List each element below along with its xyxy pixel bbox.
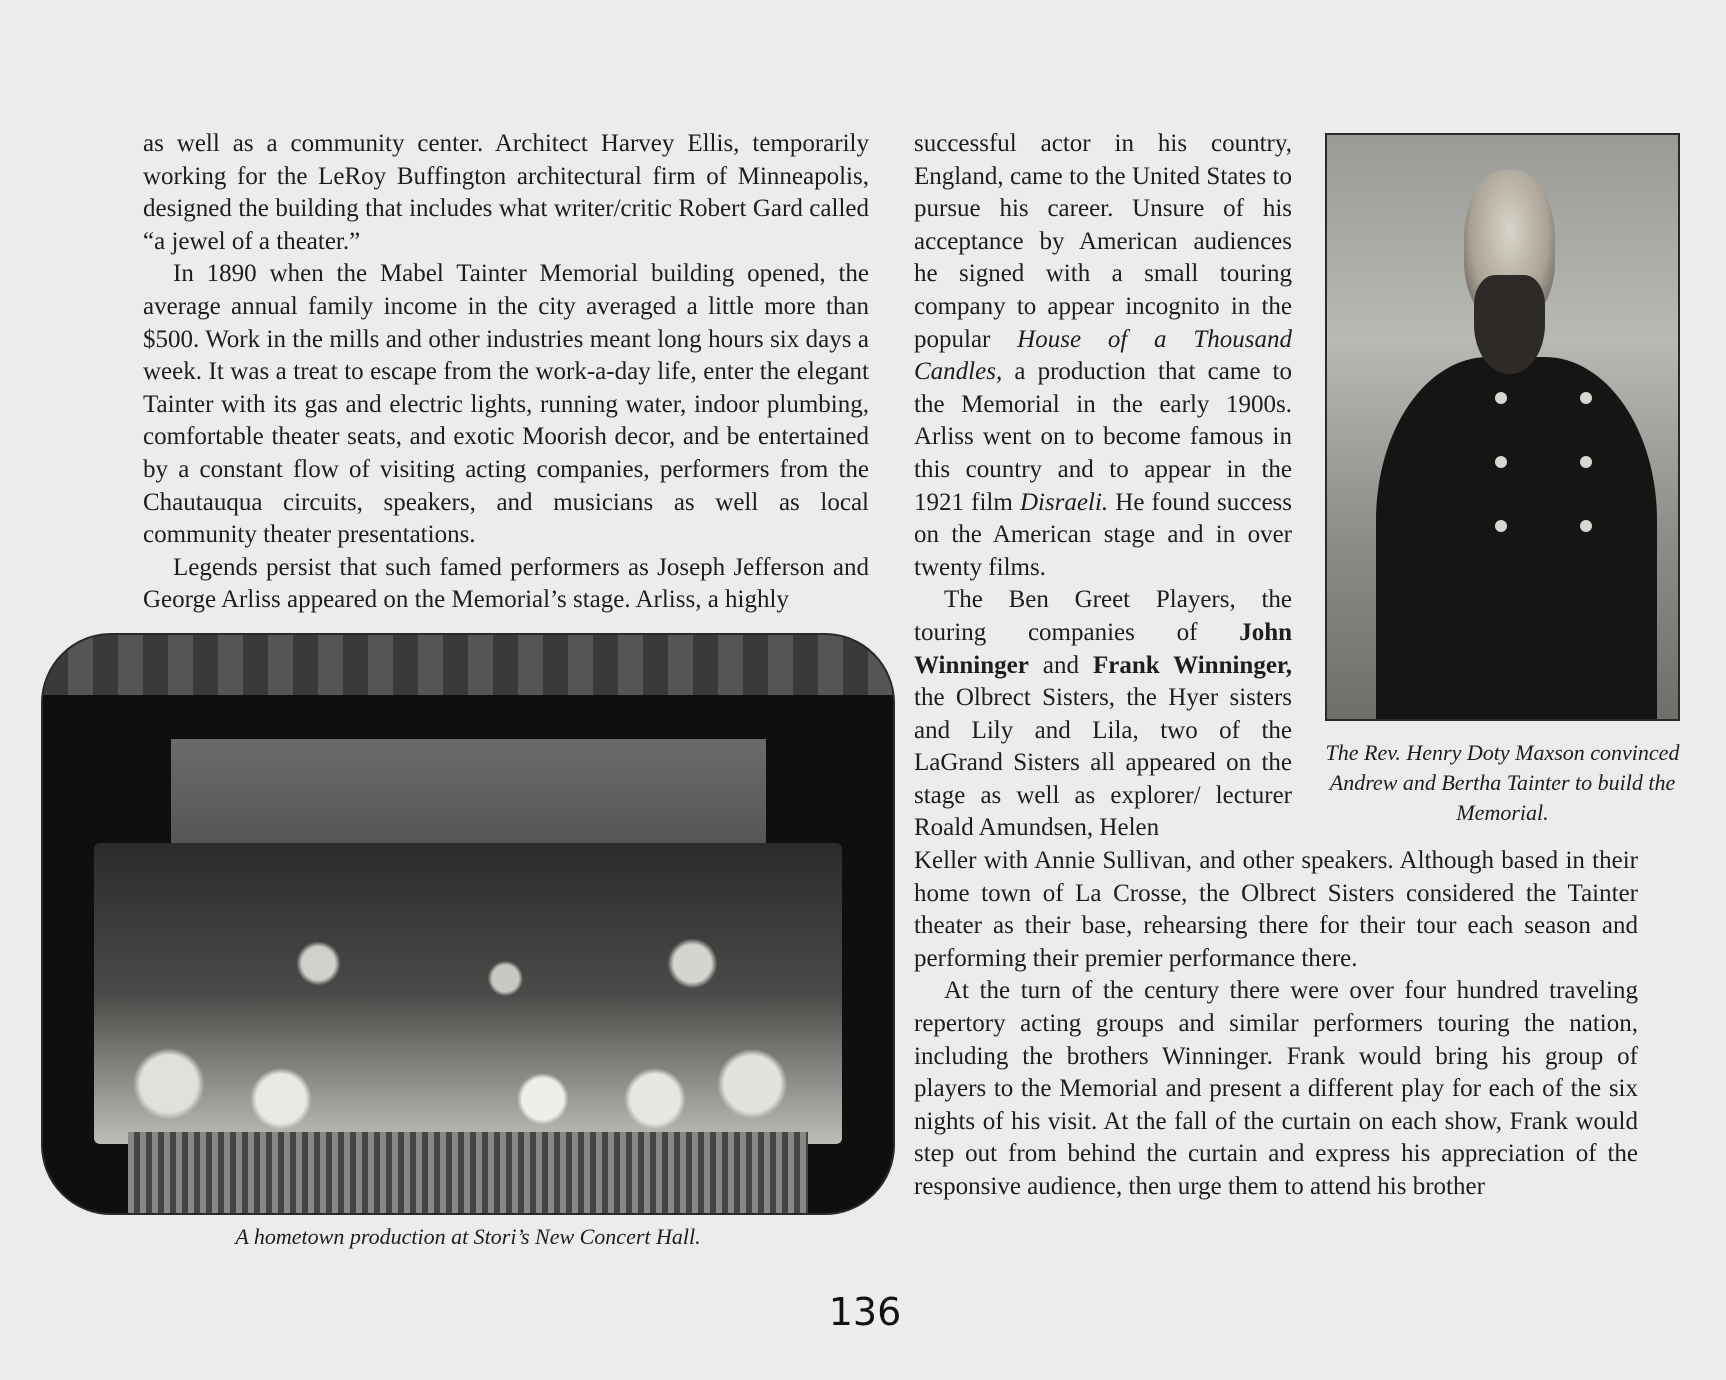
portrait-coat — [1376, 357, 1657, 721]
paragraph: as well as a community center. Architect Harvey Ellis, temporarily working for the LeRoy Buffington architectural firm of Minneapolis, designed the building that includes what writer/critic Robert Gard called “a jewel of a theater.” — [143, 130, 869, 255]
paragraph: At the turn of the century there were over four hundred traveling repertory acting groups and similar performers touring the nation, including the brothers Winninger. Frank would bring his group of players to the Memorial and present a different play for each of the six nights of his visit. At the fall of the curtain on each show, Frank would step out from behind the curtain and express his appreciation of the responsive audience, then urge them to attend his brother — [914, 977, 1638, 1200]
paragraph: In 1890 when the Mabel Tainter Memorial building opened, the average annual family income in the city averaged a little more than $500. Work in the mills and other industries meant long hours six days a week. It was a treat to escape from the work-a-day life, enter the elegant Tainter with its gas and electric lights, running water, indoor plumbing, comfortable theater seats, and exotic Moorish decor, and be entertained by a constant flow of visiting acting companies, performers from the Chautauqua circuits, speakers, and musicians as well as local community theater presentations. — [143, 260, 869, 549]
page-number: 136 — [828, 1290, 902, 1334]
portrait-caption: The Rev. Henry Doty Maxson convinced Andrew and Bertha Tainter to build the Memorial. — [1325, 740, 1680, 825]
middle-text-column — [914, 128, 1292, 845]
name-highlight: John Winninger — [914, 618, 1292, 679]
paragraph: successful actor in his country, England, came to the United States to pursue his career. Unsure of his acceptance by American audiences he signed with a small touring company to appear incognito in the popular House of a Thousand Candles, a production that came to the Memorial in the early 1900s. Arliss went on to become famous in this country and to appear in the 1921 film Disraeli. He found success on the American stage and in over twenty films. — [914, 130, 1292, 581]
cast-group — [94, 843, 842, 1144]
left-text-column — [143, 128, 869, 617]
coat-button — [1580, 456, 1592, 468]
coat-button — [1580, 392, 1592, 404]
paragraph: The Ben Greet Players, the touring companies of John Winninger and Frank Winninger, the Olbrect Sisters, the Hyer sisters and Lily and Lila, two of the LaGrand Sisters all appeared on the stage as well as explorer/ lecturer Roald Amundsen, Helen — [914, 586, 1292, 842]
stage-photo — [41, 633, 895, 1215]
name-highlight: Frank Winninger, — [1092, 651, 1292, 679]
portrait-photo — [1325, 133, 1680, 721]
stage-curtain — [43, 635, 893, 695]
portrait-beard — [1474, 275, 1544, 374]
bottom-text-column — [914, 845, 1638, 1204]
play-title: House of a Thousand Candles, — [914, 325, 1292, 386]
stage-apron — [128, 1132, 808, 1213]
paragraph: Legends persist that such famed performers as Joseph Jefferson and George Arliss appeared on the Memorial’s stage. Arliss, a highly — [143, 553, 869, 614]
stage-caption: A hometown production at Stori’s New Concert Hall. — [235, 1224, 701, 1249]
film-title: Disraeli. — [1019, 488, 1109, 516]
paragraph: Keller with Annie Sullivan, and other speakers. Although based in their home town of La Crosse, the Olbrect Sisters considered the Tainter theater as their base, rehearsing there for their tour each season and performing their premier performance there. — [914, 847, 1638, 972]
